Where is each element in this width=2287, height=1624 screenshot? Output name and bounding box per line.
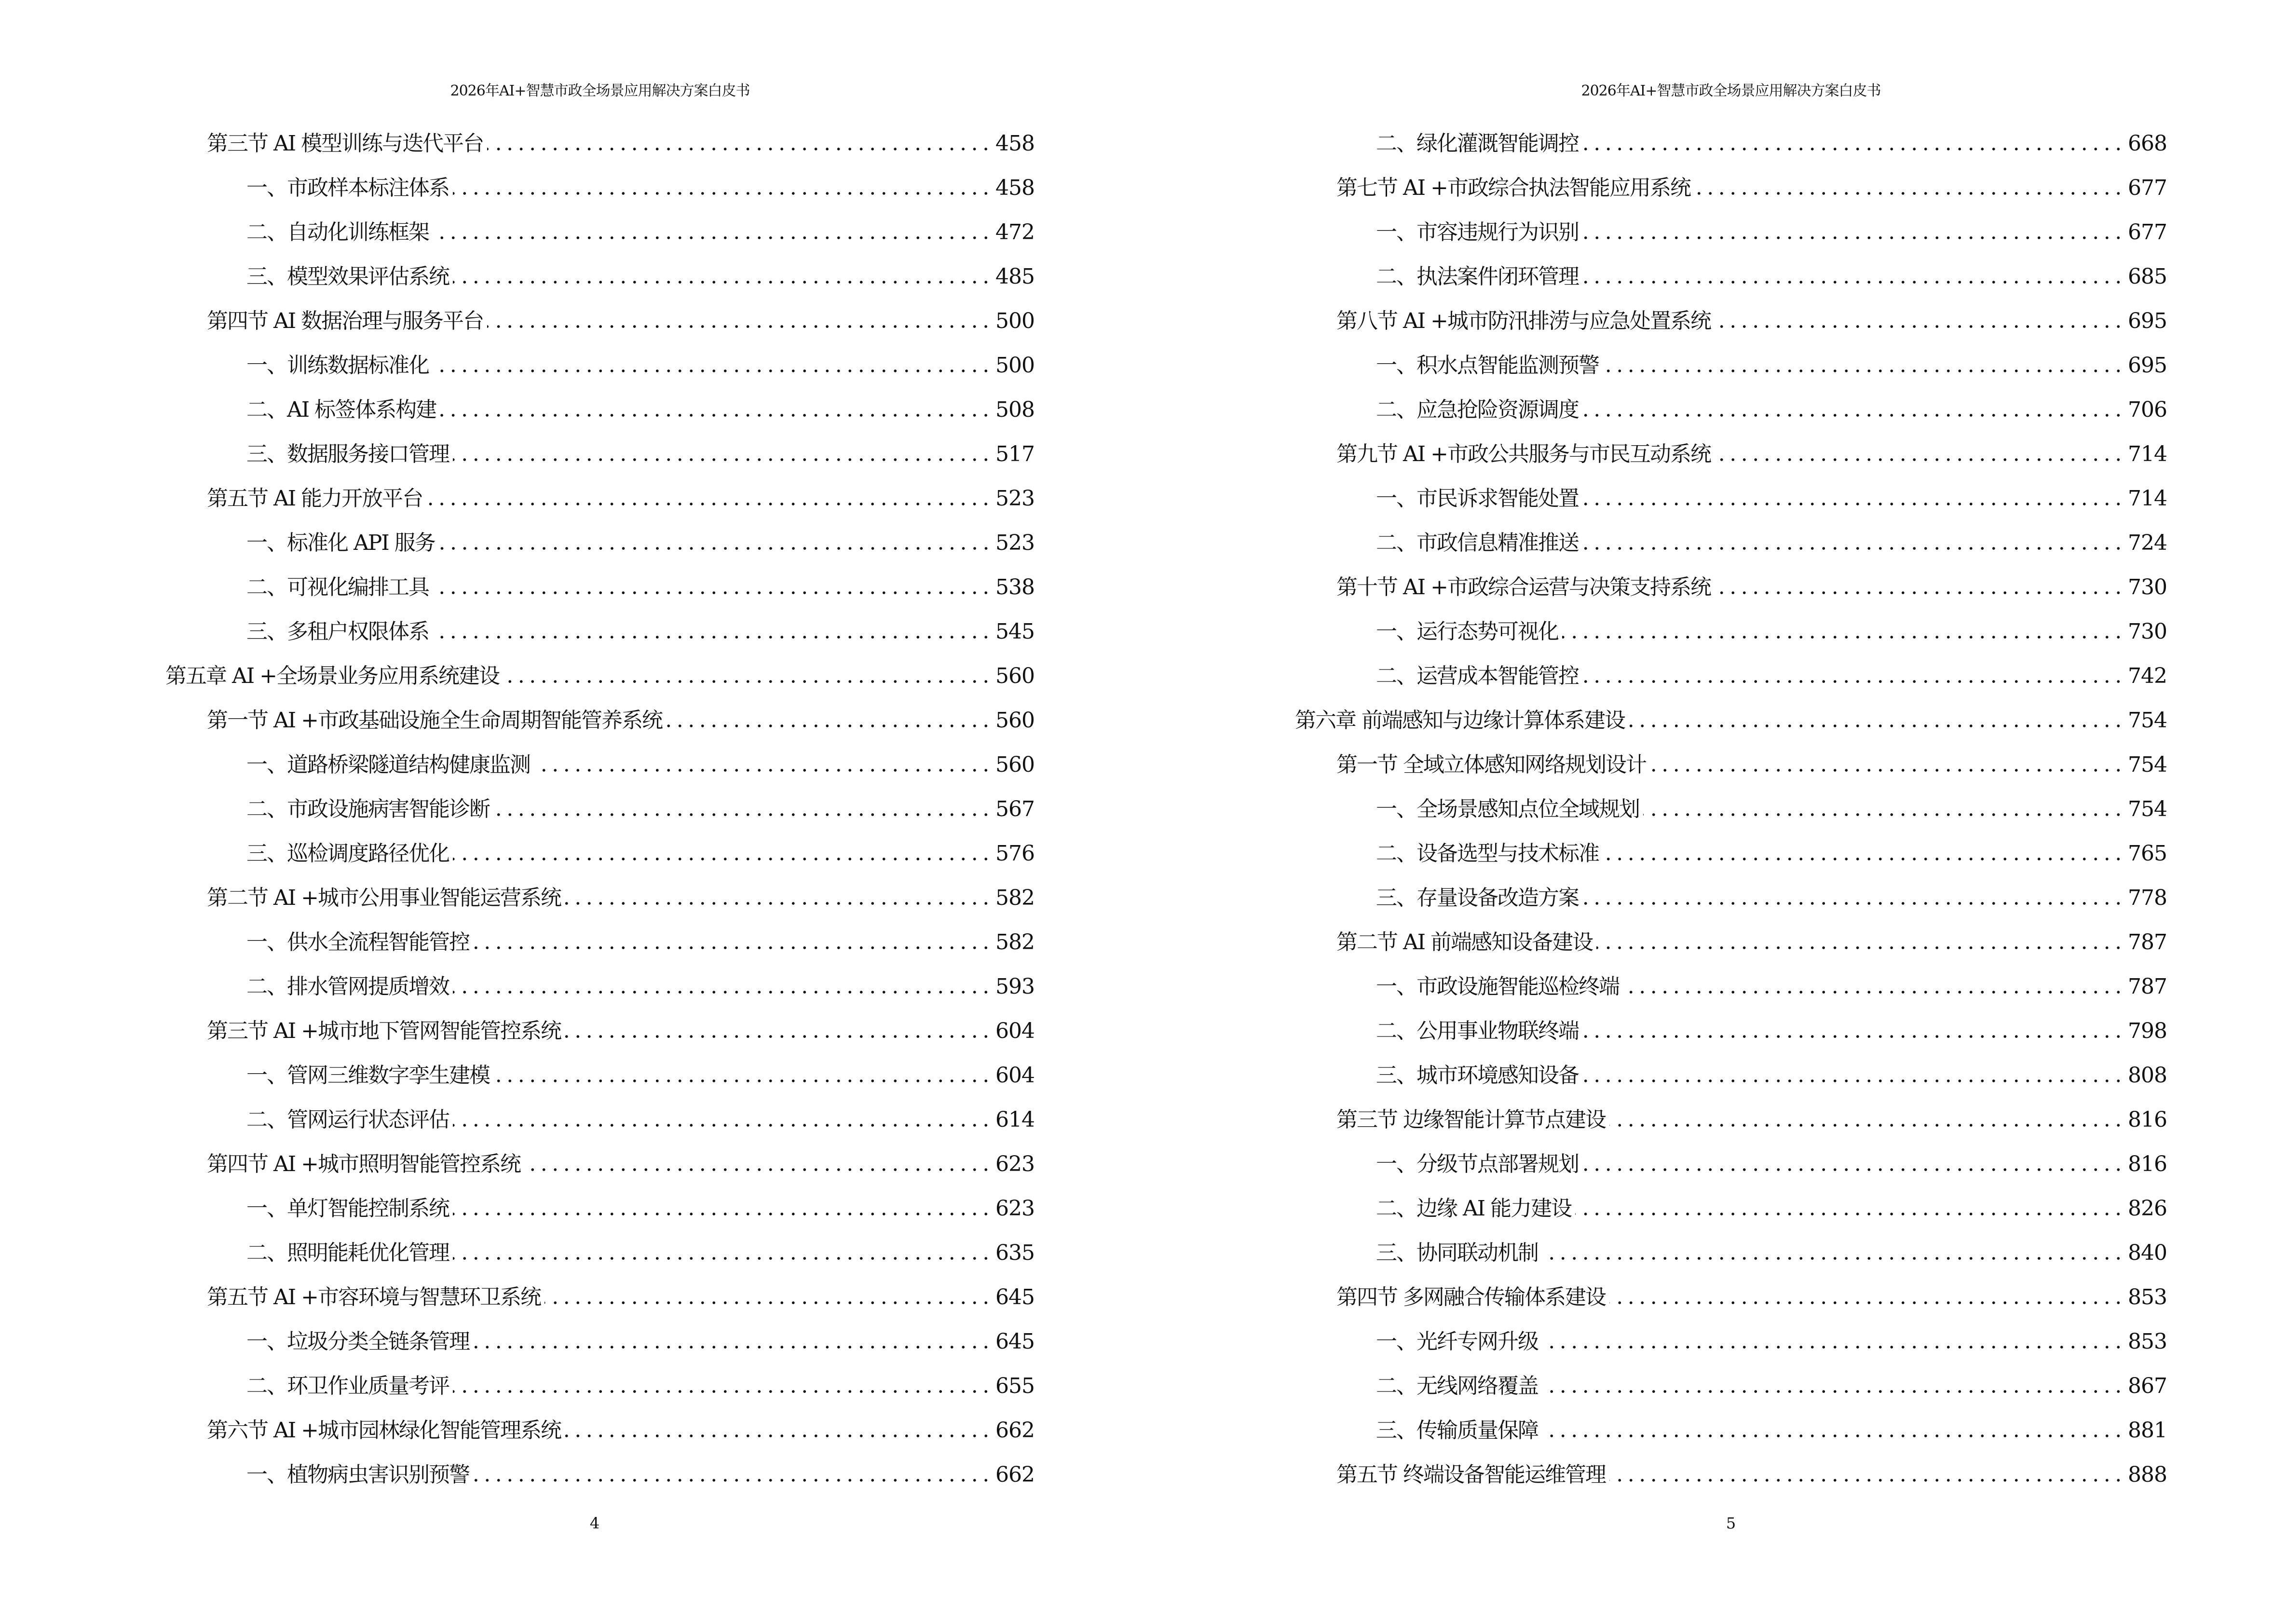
toc-entry-item[interactable] bbox=[165, 743, 1035, 787]
toc-entry-item[interactable] bbox=[1295, 832, 2167, 876]
dot-leader bbox=[1609, 1462, 2124, 1488]
toc-entry-title: 二、排水管网提质增效 bbox=[246, 974, 449, 999]
toc-entry-title: 第五节 AI 能力开放平台 bbox=[207, 486, 423, 511]
toc-entry-page-number: 724 bbox=[2128, 531, 2167, 555]
toc-entry-item[interactable] bbox=[165, 610, 1035, 654]
toc-entry-section[interactable] bbox=[165, 1009, 1035, 1053]
toc-entry-page-number: 523 bbox=[995, 486, 1035, 511]
toc-entry-page-number: 798 bbox=[2128, 1019, 2167, 1043]
toc-entry-item[interactable] bbox=[1295, 122, 2167, 166]
toc-entry-page-number: 582 bbox=[995, 930, 1035, 955]
toc-entry-title: 第三节 边缘智能计算节点建设 bbox=[1336, 1107, 1606, 1132]
toc-entry-page-number: 754 bbox=[2128, 752, 2167, 777]
toc-entry-title: 第五节 AI +市容环境与智慧环卫系统 bbox=[207, 1285, 541, 1310]
toc-entry-item[interactable] bbox=[1295, 388, 2167, 432]
toc-entry-section[interactable] bbox=[165, 698, 1035, 743]
toc-entry-page-number: 560 bbox=[995, 664, 1035, 688]
toc-entry-title: 二、可视化编排工具 bbox=[246, 575, 429, 600]
toc-entry-title: 第一节 全域立体感知网络规划设计 bbox=[1336, 752, 1646, 777]
toc-entry-title: 一、植物病虫害识别预警 bbox=[246, 1462, 469, 1487]
toc-entry-item[interactable] bbox=[165, 255, 1035, 299]
toc-entry-title: 一、供水全流程智能管控 bbox=[246, 930, 469, 955]
toc-list bbox=[165, 122, 1035, 1497]
toc-entry-title: 二、应急抢险资源调度 bbox=[1376, 397, 1579, 422]
toc-entry-title: 三、存量设备改造方案 bbox=[1376, 886, 1579, 910]
toc-entry-page-number: 853 bbox=[2128, 1329, 2167, 1354]
dot-leader bbox=[1623, 974, 2124, 999]
toc-entry-page-number: 567 bbox=[995, 797, 1035, 821]
toc-entry-item[interactable] bbox=[165, 1364, 1035, 1408]
dot-leader bbox=[433, 619, 992, 644]
toc-entry-title: 二、照明能耗优化管理 bbox=[246, 1241, 449, 1265]
toc-entry-item[interactable] bbox=[165, 1098, 1035, 1142]
toc-entry-page-number: 458 bbox=[995, 131, 1035, 156]
toc-entry-page-number: 485 bbox=[995, 264, 1035, 289]
toc-entry-title: 三、巡检调度路径优化 bbox=[246, 841, 449, 866]
toc-entry-title: 二、市政设施病害智能诊断 bbox=[246, 797, 490, 821]
toc-entry-title: 一、单灯智能控制系统 bbox=[246, 1196, 449, 1221]
toc-entry-section[interactable] bbox=[1295, 1453, 2167, 1497]
toc-entry-page-number: 645 bbox=[995, 1285, 1035, 1310]
toc-entry-title: 二、公用事业物联终端 bbox=[1376, 1019, 1579, 1043]
toc-entry-page-number: 614 bbox=[995, 1107, 1035, 1132]
dot-leader bbox=[1609, 1107, 2124, 1133]
toc-entry-page-number: 730 bbox=[2128, 619, 2167, 644]
toc-entry-title: 第六节 AI +城市园林绿化智能管理系统 bbox=[207, 1418, 561, 1443]
dot-leader bbox=[433, 220, 992, 245]
dot-leader bbox=[453, 442, 992, 467]
toc-entry-section[interactable] bbox=[165, 1275, 1035, 1320]
toc-entry-page-number: 655 bbox=[995, 1374, 1035, 1398]
dot-leader bbox=[1542, 1241, 2124, 1266]
dot-leader bbox=[1629, 708, 2124, 733]
dot-leader bbox=[473, 930, 992, 955]
toc-entry-page-number: 576 bbox=[995, 841, 1035, 866]
toc-entry-title: 二、环卫作业质量考评 bbox=[246, 1374, 449, 1398]
dot-leader bbox=[453, 176, 992, 201]
toc-entry-item[interactable] bbox=[1295, 1187, 2167, 1231]
toc-entry-item[interactable] bbox=[1295, 610, 2167, 654]
toc-entry-title: 一、市政样本标注体系 bbox=[246, 176, 449, 200]
toc-entry-title: 一、全场景感知点位全域规划 bbox=[1376, 797, 1639, 821]
toc-entry-section[interactable] bbox=[165, 122, 1035, 166]
dot-leader bbox=[1542, 1374, 2124, 1399]
toc-entry-item[interactable] bbox=[1295, 1142, 2167, 1187]
toc-entry-title: 第三节 AI 模型训练与迭代平台 bbox=[207, 131, 484, 156]
toc-entry-item[interactable] bbox=[165, 1231, 1035, 1275]
dot-leader bbox=[493, 797, 992, 822]
toc-entry-item[interactable] bbox=[1295, 343, 2167, 388]
toc-entry-item[interactable] bbox=[165, 832, 1035, 876]
dot-leader bbox=[1542, 1418, 2124, 1443]
dot-leader bbox=[565, 886, 992, 911]
dot-leader bbox=[1715, 575, 2124, 600]
toc-entry-section[interactable] bbox=[165, 1142, 1035, 1187]
dot-leader bbox=[1582, 886, 2124, 911]
toc-entry-title: 第七节 AI +市政综合执法智能应用系统 bbox=[1336, 176, 1690, 200]
toc-entry-title: 一、道路桥梁隧道结构健康监测 bbox=[246, 752, 530, 777]
toc-entry-section[interactable] bbox=[1295, 432, 2167, 477]
toc-entry-title: 三、传输质量保障 bbox=[1376, 1418, 1538, 1443]
dot-leader bbox=[1596, 930, 2124, 955]
toc-entry-title: 一、市容违规行为识别 bbox=[1376, 220, 1579, 245]
toc-entry-page-number: 472 bbox=[995, 220, 1035, 245]
toc-entry-page-number: 500 bbox=[995, 353, 1035, 378]
toc-entry-page-number: 714 bbox=[2128, 486, 2167, 511]
dot-leader bbox=[1582, 1063, 2124, 1088]
toc-entry-page-number: 778 bbox=[2128, 886, 2167, 910]
toc-entry-title: 二、市政信息精准推送 bbox=[1376, 531, 1579, 555]
dot-leader bbox=[493, 1063, 992, 1088]
dot-leader bbox=[440, 397, 992, 423]
dot-leader bbox=[473, 1462, 992, 1488]
toc-entry-page-number: 765 bbox=[2128, 841, 2167, 866]
toc-entry-item[interactable] bbox=[1295, 210, 2167, 255]
dot-leader bbox=[433, 575, 992, 600]
dot-leader bbox=[503, 664, 992, 689]
toc-entry-page-number: 560 bbox=[995, 708, 1035, 733]
toc-entry-page-number: 677 bbox=[2128, 176, 2167, 200]
dot-leader bbox=[453, 1107, 992, 1133]
toc-entry-page-number: 523 bbox=[995, 531, 1035, 555]
dot-leader bbox=[453, 1196, 992, 1221]
toc-entry-title: 第五节 终端设备智能运维管理 bbox=[1336, 1462, 1606, 1487]
dot-leader bbox=[1562, 619, 2124, 644]
toc-entry-page-number: 668 bbox=[2128, 131, 2167, 156]
toc-entry-page-number: 500 bbox=[995, 309, 1035, 333]
toc-entry-item[interactable] bbox=[165, 787, 1035, 832]
toc-entry-title: 二、运营成本智能管控 bbox=[1376, 664, 1579, 688]
toc-entry-item[interactable] bbox=[1295, 787, 2167, 832]
dot-leader bbox=[433, 353, 992, 378]
dot-leader bbox=[1694, 176, 2124, 201]
dot-leader bbox=[453, 1241, 992, 1266]
toc-entry-page-number: 545 bbox=[995, 619, 1035, 644]
toc-entry-page-number: 787 bbox=[2128, 930, 2167, 955]
toc-entry-title: 第九节 AI +市政公共服务与市民互动系统 bbox=[1336, 442, 1711, 466]
dot-leader bbox=[453, 974, 992, 999]
toc-entry-page-number: 604 bbox=[995, 1063, 1035, 1088]
toc-entry-item[interactable] bbox=[165, 388, 1035, 432]
toc-entry-section[interactable] bbox=[165, 876, 1035, 920]
toc-entry-page-number: 517 bbox=[995, 442, 1035, 466]
toc-entry-section[interactable] bbox=[1295, 299, 2167, 343]
toc-entry-title: 二、边缘 AI 能力建设 bbox=[1376, 1196, 1572, 1221]
toc-entry-page-number: 458 bbox=[995, 176, 1035, 200]
toc-entry-title: 一、标准化 API 服务 bbox=[246, 531, 435, 555]
dot-leader bbox=[1582, 486, 2124, 511]
toc-entry-page-number: 623 bbox=[995, 1152, 1035, 1176]
dot-leader bbox=[534, 752, 992, 778]
dot-leader bbox=[1582, 1152, 2124, 1177]
toc-entry-item[interactable] bbox=[165, 210, 1035, 255]
toc-entry-item[interactable] bbox=[1295, 1364, 2167, 1408]
toc-entry-page-number: 645 bbox=[995, 1329, 1035, 1354]
running-header: 2026年AI+智慧市政全场景应用解决方案白皮书 bbox=[450, 82, 750, 99]
toc-entry-page-number: 888 bbox=[2128, 1462, 2167, 1487]
toc-entry-title: 一、积水点智能监测预警 bbox=[1376, 353, 1599, 378]
toc-entry-item[interactable] bbox=[165, 1187, 1035, 1231]
toc-entry-section[interactable] bbox=[1295, 920, 2167, 965]
toc-entry-title: 一、市政设施智能巡检终端 bbox=[1376, 974, 1619, 999]
dot-leader bbox=[545, 1285, 992, 1310]
toc-entry-page-number: 623 bbox=[995, 1196, 1035, 1221]
dot-leader bbox=[1582, 264, 2124, 289]
toc-entry-title: 二、管网运行状态评估 bbox=[246, 1107, 449, 1132]
toc-entry-page-number: 560 bbox=[995, 752, 1035, 777]
toc-entry-page-number: 816 bbox=[2128, 1152, 2167, 1176]
toc-entry-item[interactable] bbox=[165, 920, 1035, 965]
toc-entry-page-number: 508 bbox=[995, 397, 1035, 422]
dot-leader bbox=[524, 1152, 992, 1177]
toc-entry-item[interactable] bbox=[1295, 255, 2167, 299]
toc-entry-section[interactable] bbox=[1295, 1098, 2167, 1142]
dot-leader bbox=[1650, 752, 2124, 778]
toc-entry-item[interactable] bbox=[165, 965, 1035, 1009]
toc-entry-item[interactable] bbox=[165, 1453, 1035, 1497]
toc-entry-title: 一、训练数据标准化 bbox=[246, 353, 429, 378]
dot-leader bbox=[1542, 1329, 2124, 1354]
toc-entry-title: 二、设备选型与技术标准 bbox=[1376, 841, 1599, 866]
toc-entry-title: 二、AI 标签体系构建 bbox=[246, 397, 436, 422]
dot-leader bbox=[1609, 1285, 2124, 1310]
toc-entry-page-number: 714 bbox=[2128, 442, 2167, 466]
toc-entry-title: 一、光纤专网升级 bbox=[1376, 1329, 1538, 1354]
toc-entry-title: 二、绿化灌溉智能调控 bbox=[1376, 131, 1579, 156]
toc-entry-item[interactable] bbox=[1295, 1408, 2167, 1453]
toc-entry-page-number: 662 bbox=[995, 1418, 1035, 1443]
dot-leader bbox=[1582, 531, 2124, 556]
toc-entry-page-number: 730 bbox=[2128, 575, 2167, 600]
dot-leader bbox=[487, 309, 992, 334]
dot-leader bbox=[565, 1019, 992, 1044]
toc-entry-page-number: 754 bbox=[2128, 708, 2167, 733]
page-number: 4 bbox=[589, 1514, 600, 1532]
toc-entry-page-number: 538 bbox=[995, 575, 1035, 600]
toc-entry-page-number: 677 bbox=[2128, 220, 2167, 245]
toc-entry-title: 一、管网三维数字孪生建模 bbox=[246, 1063, 490, 1088]
toc-list bbox=[1295, 122, 2167, 1497]
dot-leader bbox=[453, 264, 992, 289]
toc-entry-item[interactable] bbox=[1295, 654, 2167, 698]
running-header: 2026年AI+智慧市政全场景应用解决方案白皮书 bbox=[1581, 82, 1881, 99]
toc-entry-title: 二、执法案件闭环管理 bbox=[1376, 264, 1579, 289]
toc-entry-page-number: 867 bbox=[2128, 1374, 2167, 1398]
dot-leader bbox=[1575, 1196, 2124, 1221]
toc-entry-section[interactable] bbox=[1295, 166, 2167, 210]
toc-entry-item[interactable] bbox=[165, 1320, 1035, 1364]
toc-entry-title: 三、城市环境感知设备 bbox=[1376, 1063, 1579, 1088]
toc-entry-title: 二、无线网络覆盖 bbox=[1376, 1374, 1538, 1398]
toc-entry-title: 第二节 AI 前端感知设备建设 bbox=[1336, 930, 1593, 955]
dot-leader bbox=[487, 131, 992, 156]
toc-entry-title: 二、自动化训练框架 bbox=[246, 220, 429, 245]
toc-entry-title: 第十节 AI +市政综合运营与决策支持系统 bbox=[1336, 575, 1711, 600]
dot-leader bbox=[1603, 353, 2124, 378]
toc-entry-page-number: 604 bbox=[995, 1019, 1035, 1043]
toc-entry-title: 第三节 AI +城市地下管网智能管控系统 bbox=[207, 1019, 561, 1043]
toc-entry-item[interactable] bbox=[165, 432, 1035, 477]
toc-entry-item[interactable] bbox=[1295, 521, 2167, 565]
toc-entry-title: 第六章 前端感知与边缘计算体系建设 bbox=[1295, 708, 1625, 733]
dot-leader bbox=[1582, 220, 2124, 245]
toc-entry-page-number: 787 bbox=[2128, 974, 2167, 999]
dot-leader bbox=[1582, 131, 2124, 156]
toc-entry-section[interactable] bbox=[165, 1408, 1035, 1453]
toc-entry-item[interactable] bbox=[1295, 477, 2167, 521]
toc-entry-page-number: 593 bbox=[995, 974, 1035, 999]
toc-entry-section[interactable] bbox=[165, 299, 1035, 343]
toc-entry-page-number: 853 bbox=[2128, 1285, 2167, 1310]
toc-entry-title: 一、分级节点部署规划 bbox=[1376, 1152, 1579, 1176]
toc-entry-title: 三、协同联动机制 bbox=[1376, 1241, 1538, 1265]
toc-entry-chapter[interactable] bbox=[165, 654, 1035, 698]
toc-entry-page-number: 840 bbox=[2128, 1241, 2167, 1265]
toc-entry-item[interactable] bbox=[1295, 1320, 2167, 1364]
page-right bbox=[1144, 0, 2287, 1624]
dot-leader bbox=[453, 841, 992, 866]
dot-leader bbox=[1603, 841, 2124, 866]
toc-entry-section[interactable] bbox=[165, 477, 1035, 521]
toc-entry-title: 第四节 AI 数据治理与服务平台 bbox=[207, 309, 484, 333]
toc-entry-item[interactable] bbox=[1295, 965, 2167, 1009]
dot-leader bbox=[1643, 797, 2124, 822]
toc-entry-item[interactable] bbox=[165, 166, 1035, 210]
dot-leader bbox=[426, 486, 992, 511]
toc-entry-page-number: 881 bbox=[2128, 1418, 2167, 1443]
toc-entry-title: 一、市民诉求智能处置 bbox=[1376, 486, 1579, 511]
toc-entry-title: 第八节 AI +城市防汛排涝与应急处置系统 bbox=[1336, 309, 1711, 333]
toc-entry-page-number: 826 bbox=[2128, 1196, 2167, 1221]
toc-entry-page-number: 635 bbox=[995, 1241, 1035, 1265]
dot-leader bbox=[473, 1329, 992, 1354]
toc-entry-page-number: 706 bbox=[2128, 397, 2167, 422]
toc-entry-section[interactable] bbox=[1295, 565, 2167, 610]
dot-leader bbox=[1582, 664, 2124, 689]
dot-leader bbox=[1715, 442, 2124, 467]
toc-entry-title: 第二节 AI +城市公用事业智能运营系统 bbox=[207, 886, 561, 910]
toc-entry-item[interactable] bbox=[1295, 1053, 2167, 1098]
toc-entry-page-number: 754 bbox=[2128, 797, 2167, 821]
toc-entry-item[interactable] bbox=[1295, 876, 2167, 920]
toc-entry-page-number: 685 bbox=[2128, 264, 2167, 289]
toc-entry-item[interactable] bbox=[165, 343, 1035, 388]
toc-entry-chapter[interactable] bbox=[1295, 698, 2167, 743]
toc-entry-title: 三、模型效果评估系统 bbox=[246, 264, 449, 289]
dot-leader bbox=[565, 1418, 992, 1443]
dot-leader bbox=[666, 708, 992, 733]
page-number: 5 bbox=[1726, 1514, 1736, 1532]
dot-leader bbox=[453, 1374, 992, 1399]
toc-entry-title: 第一节 AI +市政基础设施全生命周期智能管养系统 bbox=[207, 708, 662, 733]
toc-entry-title: 一、垃圾分类全链条管理 bbox=[246, 1329, 469, 1354]
toc-entry-page-number: 742 bbox=[2128, 664, 2167, 688]
dot-leader bbox=[1582, 397, 2124, 423]
toc-entry-page-number: 695 bbox=[2128, 353, 2167, 378]
toc-entry-title: 三、多租户权限体系 bbox=[246, 619, 429, 644]
dot-leader bbox=[1715, 309, 2124, 334]
toc-entry-page-number: 662 bbox=[995, 1462, 1035, 1487]
toc-entry-page-number: 695 bbox=[2128, 309, 2167, 333]
toc-entry-item[interactable] bbox=[1295, 1231, 2167, 1275]
dot-leader bbox=[1582, 1019, 2124, 1044]
toc-entry-page-number: 582 bbox=[995, 886, 1035, 910]
toc-entry-item[interactable] bbox=[165, 521, 1035, 565]
toc-entry-page-number: 816 bbox=[2128, 1107, 2167, 1132]
toc-entry-item[interactable] bbox=[165, 565, 1035, 610]
toc-entry-title: 一、运行态势可视化 bbox=[1376, 619, 1558, 644]
toc-entry-section[interactable] bbox=[1295, 1275, 2167, 1320]
toc-entry-page-number: 808 bbox=[2128, 1063, 2167, 1088]
toc-entry-title: 三、数据服务接口管理 bbox=[246, 442, 449, 466]
toc-entry-title: 第五章 AI +全场景业务应用系统建设 bbox=[165, 664, 499, 688]
toc-entry-title: 第四节 AI +城市照明智能管控系统 bbox=[207, 1152, 520, 1176]
toc-entry-item[interactable] bbox=[1295, 1009, 2167, 1053]
dot-leader bbox=[439, 531, 992, 556]
toc-entry-section[interactable] bbox=[1295, 743, 2167, 787]
toc-entry-title: 第四节 多网融合传输体系建设 bbox=[1336, 1285, 1606, 1310]
toc-entry-item[interactable] bbox=[165, 1053, 1035, 1098]
